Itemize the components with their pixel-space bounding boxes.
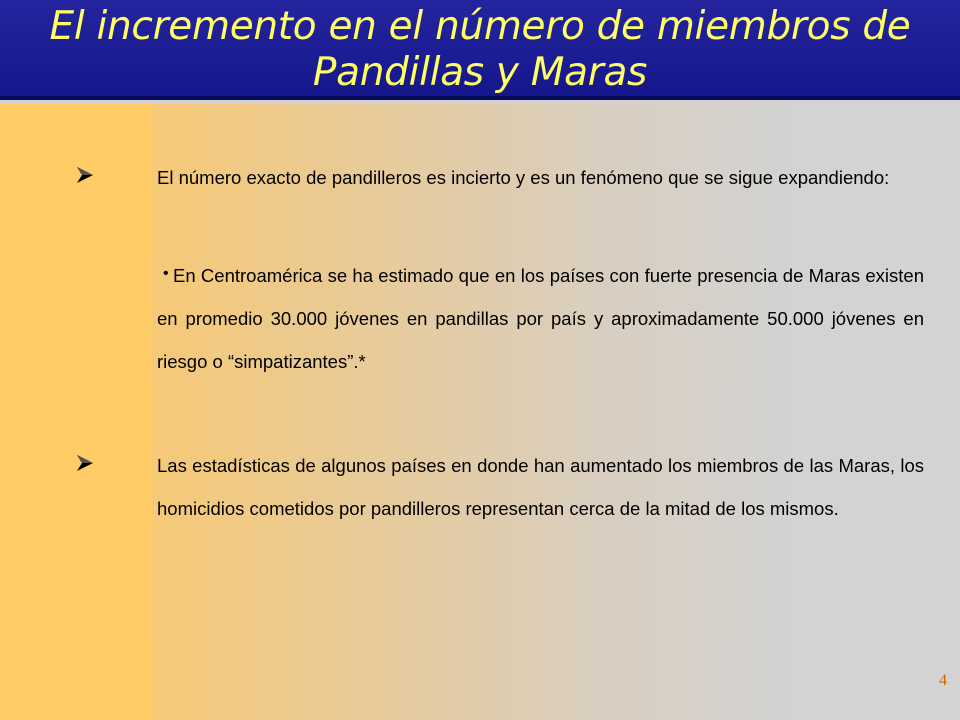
bullet-text-2: En Centroamérica se ha estimado que en los países con fuerte presencia de Maras existen en promedio 30.000 jóvenes en pandillas por país y aproximadamente 50.000 jóvenes en riesgo o “simpatizantes”.* <box>157 265 924 372</box>
title-line-1: El incremento en el número de miembros de <box>49 4 911 49</box>
bullet-text-1: El número exacto de pandilleros es incierto y es un fenómeno que se sigue expandiendo: <box>157 167 890 188</box>
title-line-2: Pandillas y Maras <box>312 50 648 95</box>
left-accent-panel <box>0 104 152 720</box>
arrow-bullet-icon <box>76 166 94 184</box>
slide-title <box>0 4 960 96</box>
arrow-bullet-icon <box>76 454 94 472</box>
bullet-text-3: Las estadísticas de algunos países en donde han aumentado los miembros de las Maras, los homicidios cometidos por pandilleros representan cerca de la mitad de los mismos. <box>157 455 924 519</box>
title-bar <box>0 0 960 100</box>
dot-bullet-icon: • <box>163 265 169 282</box>
page-number: 4 <box>939 672 947 689</box>
